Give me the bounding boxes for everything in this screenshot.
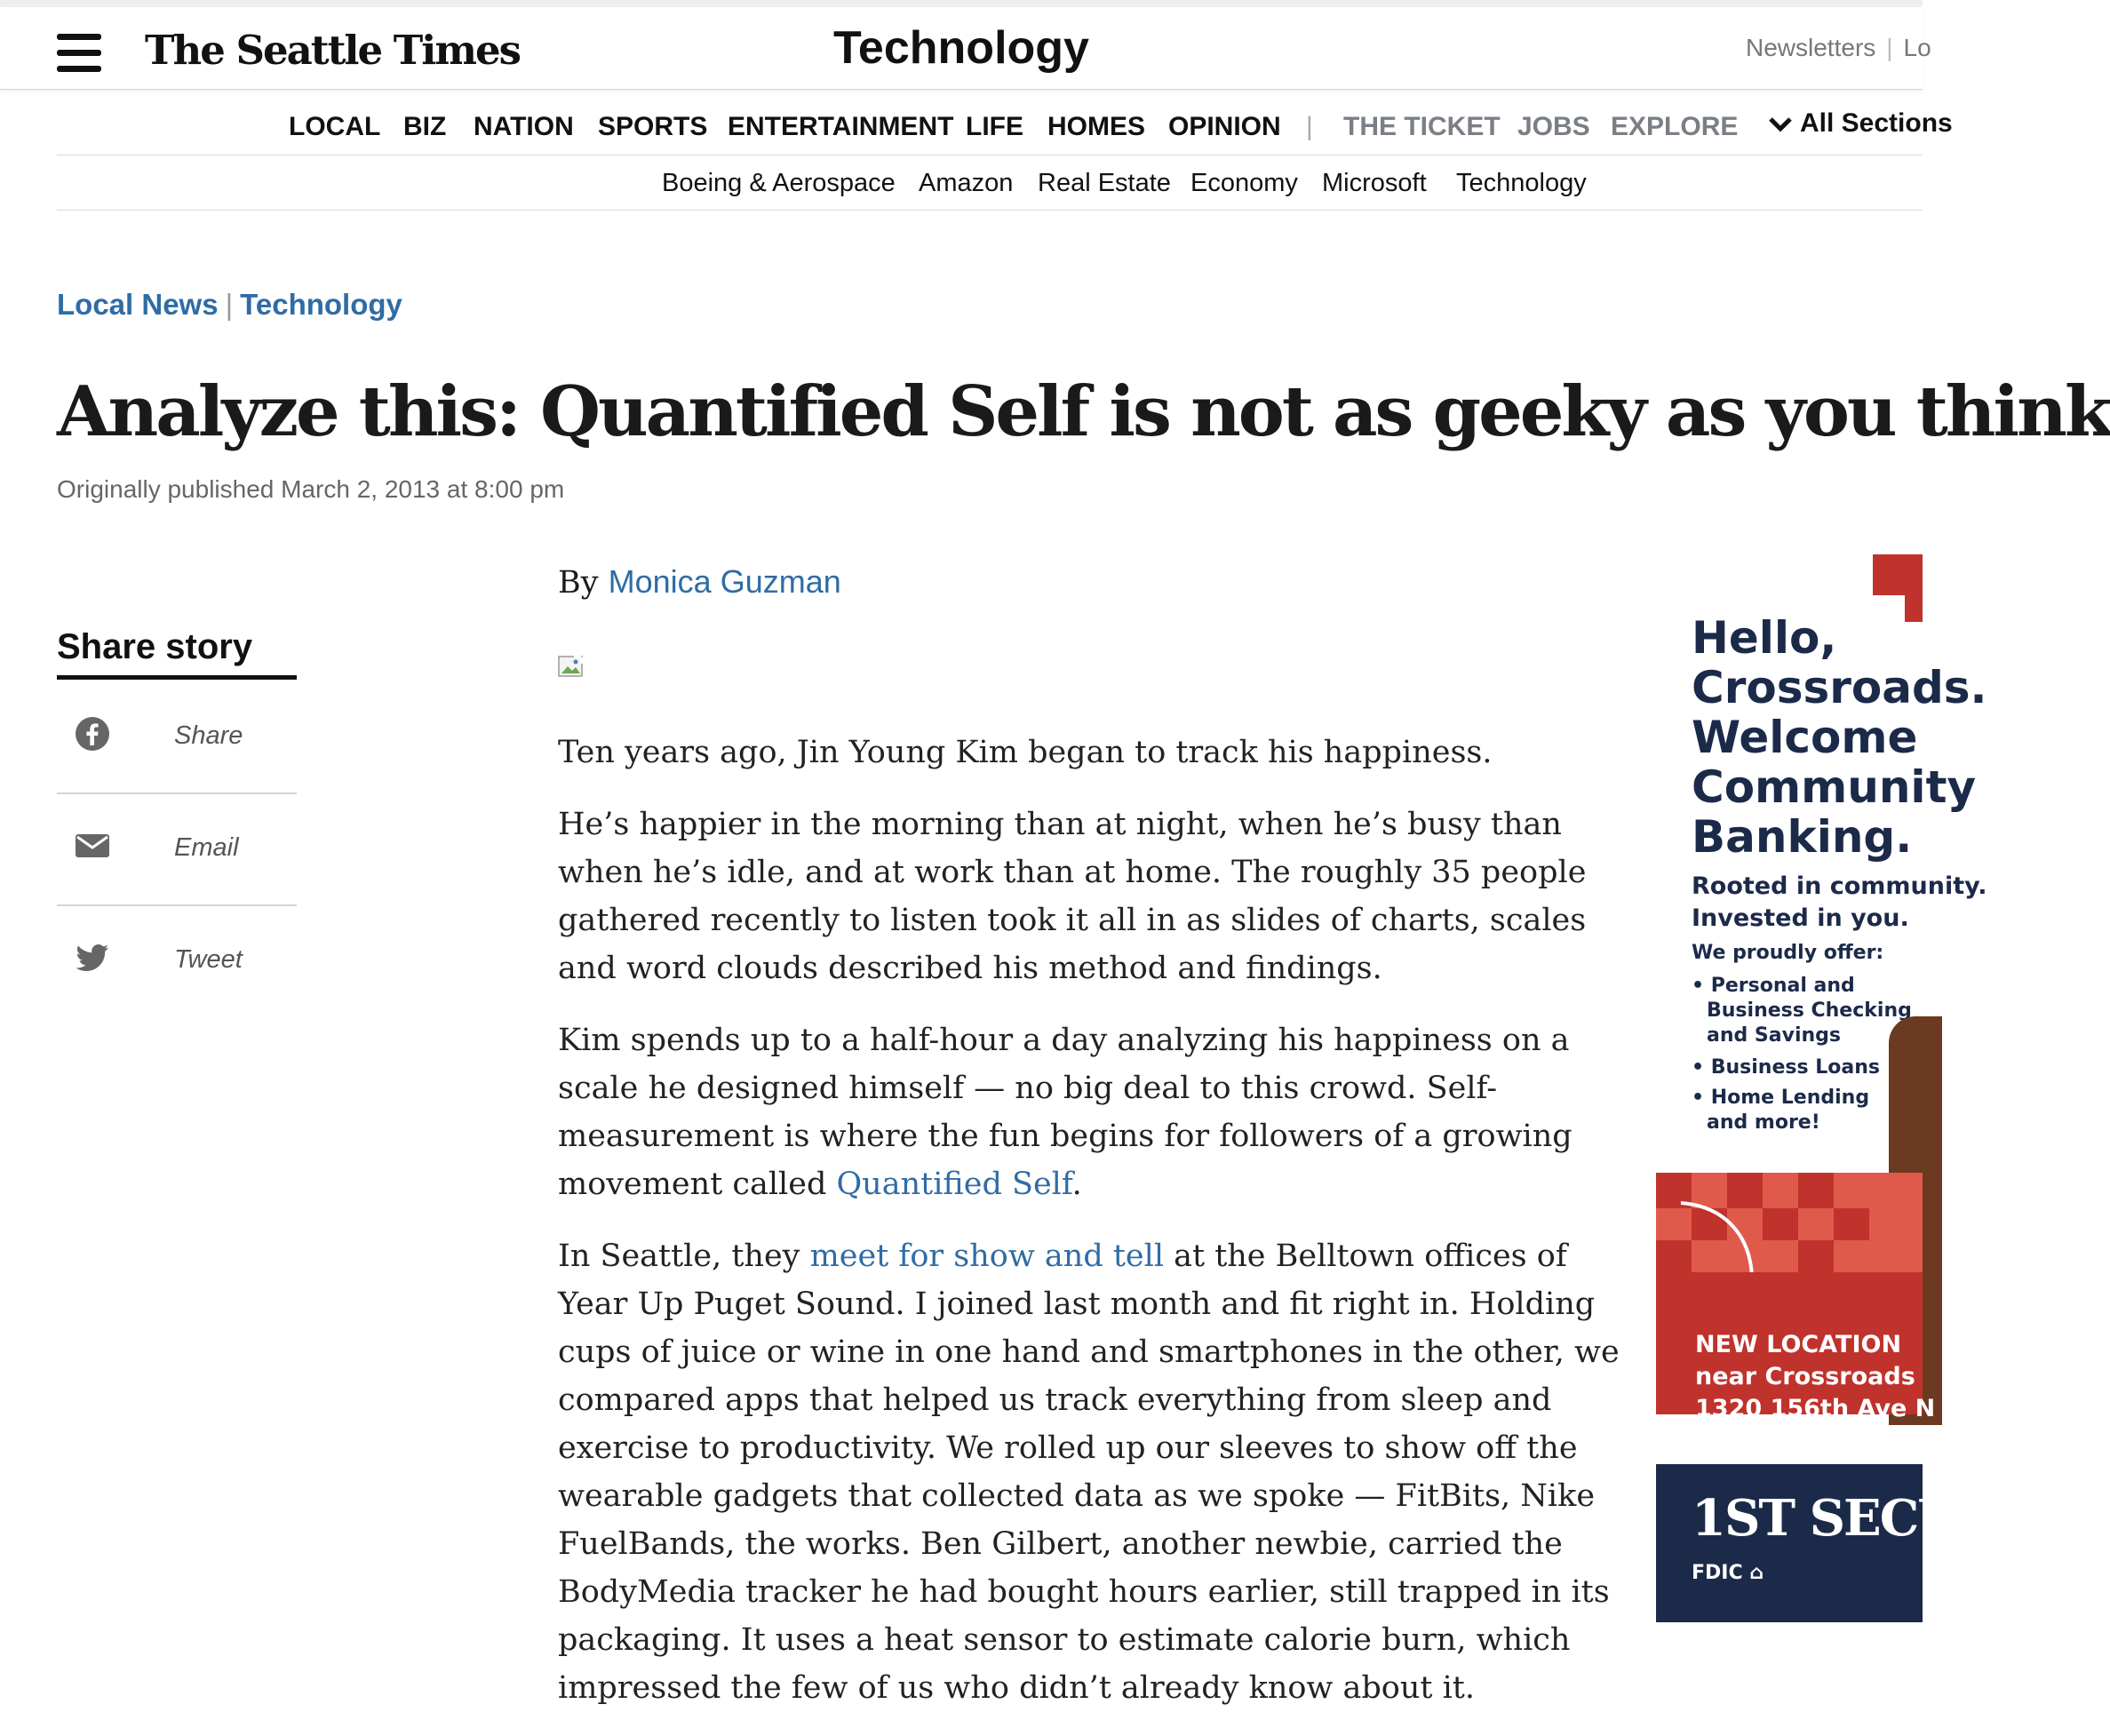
article-paragraph: Ten years ago, Jin Young Kim began to track his happiness. — [558, 735, 1493, 770]
byline — [558, 563, 841, 601]
paragraph-text: at the Belltown offices of Year Up Puget Sound. I joined last month and fit right in. Holding cups of juice or wine in one hand and smartphones in the other, we compared apps that helped us track everything from sleep and exercise to productivity. We rolled up our sleeves to show off the wearable gadgets that collected data as we spoke — FitBits, Nike FuelBands, the works. Ben Gilbert, another newbie, carried the BodyMedia tracker he had bought hours earlier, still trapped in its packaging. It uses a heat sensor to estimate calorie burn, which impressed the few of us who didn’t already know about it. — [558, 1238, 1620, 1706]
share-facebook-label: Share — [174, 721, 243, 750]
breadcrumb-local-news[interactable]: Local News — [57, 288, 219, 321]
breadcrumb-technology[interactable]: Technology — [240, 288, 402, 321]
nav-item-biz[interactable]: BIZ — [403, 112, 447, 141]
subnav-item-microsoft[interactable]: Microsoft — [1322, 169, 1427, 197]
share-email-label: Email — [174, 833, 239, 862]
nav-item-jobs[interactable]: JOBS — [1517, 112, 1590, 141]
chevron-down-icon — [1768, 115, 1793, 133]
ad-decor-block — [1873, 554, 1923, 595]
nav-divider: | — [1306, 112, 1313, 141]
newsletters-link[interactable]: Newsletters — [1746, 34, 1876, 61]
all-sections-label: All Sections — [1800, 108, 1953, 138]
share-twitter-button[interactable] — [57, 904, 297, 1015]
article-body — [558, 729, 1624, 1736]
nav-item-local[interactable]: LOCAL — [289, 112, 381, 141]
article-headline: Analyze this: Quantified Self is not as geeky as you think — [57, 371, 2110, 452]
subnav-item-real-estate[interactable]: Real Estate — [1038, 169, 1171, 197]
show-and-tell-link[interactable]: meet for show and tell — [809, 1238, 1165, 1274]
nav-item-nation[interactable]: NATION — [474, 112, 574, 141]
share-heading-underline — [57, 675, 297, 680]
bank-advertisement[interactable] — [1656, 554, 2090, 1622]
login-link[interactable]: Lo — [1903, 34, 1931, 61]
share-story-heading: Share story — [57, 627, 253, 666]
ad-headline: Hello, Crossroads. Welcome Community Banking. — [1692, 612, 1987, 863]
ad-offer-title: We proudly offer: — [1692, 942, 1884, 964]
twitter-icon — [75, 940, 110, 976]
ad-offer-list: • Personal and Business Checking and Savings • Business Loans • Home Lending and more! — [1692, 975, 1912, 1134]
nav-item-the-ticket[interactable]: THE TICKET — [1343, 112, 1501, 141]
paragraph-text: Kim spends up to a half-hour a day analyzing his happiness on a scale he designed himself — no big deal to this crowd. Self-measurement is where the fun begins for followers of a growing movement called — [558, 1023, 1573, 1202]
breadcrumb: Local News | Technology — [57, 288, 402, 321]
byline-prefix: By — [558, 565, 599, 601]
nav-item-explore[interactable]: EXPLORE — [1611, 112, 1739, 141]
sub-nav — [0, 165, 1923, 204]
article-paragraph — [558, 1232, 1624, 1712]
author-link[interactable]: Monica Guzman — [608, 563, 841, 600]
share-facebook-button[interactable] — [57, 681, 297, 792]
ad-location-text: NEW LOCATION near Crossroads 1320 156th Ave N — [1695, 1331, 1936, 1422]
subnav-item-amazon[interactable]: Amazon — [919, 169, 1014, 197]
publish-date: Originally published March 2, 2013 at 8:00 pm — [57, 475, 565, 503]
browser-top-strip — [0, 0, 1923, 7]
subnav-divider-line — [57, 210, 1923, 211]
section-title[interactable]: Technology — [833, 22, 1089, 74]
facebook-icon — [75, 716, 110, 752]
masthead — [0, 7, 1931, 90]
subnav-item-economy[interactable]: Economy — [1190, 169, 1298, 197]
paragraph-text: . — [1071, 1167, 1082, 1202]
email-icon — [75, 828, 110, 864]
nav-item-homes[interactable]: HOMES — [1047, 112, 1146, 141]
subnav-item-technology[interactable]: Technology — [1456, 169, 1587, 197]
article-paragraph — [558, 1016, 1624, 1208]
broken-image-icon — [558, 656, 585, 679]
paragraph-text: In Seattle, they — [558, 1238, 810, 1274]
site-logo[interactable]: The Seattle Times — [145, 27, 520, 74]
subnav-item-boeing[interactable]: Boeing & Aerospace — [662, 169, 896, 197]
ad-tagline: Rooted in community. Invested in you. — [1692, 872, 1987, 932]
utility-links: Newsletters | Lo — [1746, 34, 1931, 61]
share-email-button[interactable] — [57, 792, 297, 904]
nav-item-life[interactable]: LIFE — [966, 112, 1023, 141]
fdic-logo: FDIC ⌂ — [1692, 1562, 1764, 1584]
quantified-self-link[interactable]: Quantified Self — [836, 1167, 1072, 1202]
nav-item-sports[interactable]: SPORTS — [598, 112, 708, 141]
primary-nav — [0, 105, 1953, 149]
article-paragraph: He’s happier in the morning than at night, when he’s busy than when he’s idle, and at work than at home. The roughly 35 people gathered recently to listen took it all in as slides of charts, scales and word clouds described his method and findings. — [558, 807, 1587, 986]
nav-item-entertainment[interactable]: ENTERTAINMENT — [728, 112, 954, 141]
ad-brand-name: 1ST SECURITY — [1692, 1489, 2090, 1548]
nav-item-opinion[interactable]: OPINION — [1168, 112, 1281, 141]
share-twitter-label: Tweet — [174, 945, 243, 974]
all-sections-toggle[interactable] — [1768, 108, 1953, 139]
